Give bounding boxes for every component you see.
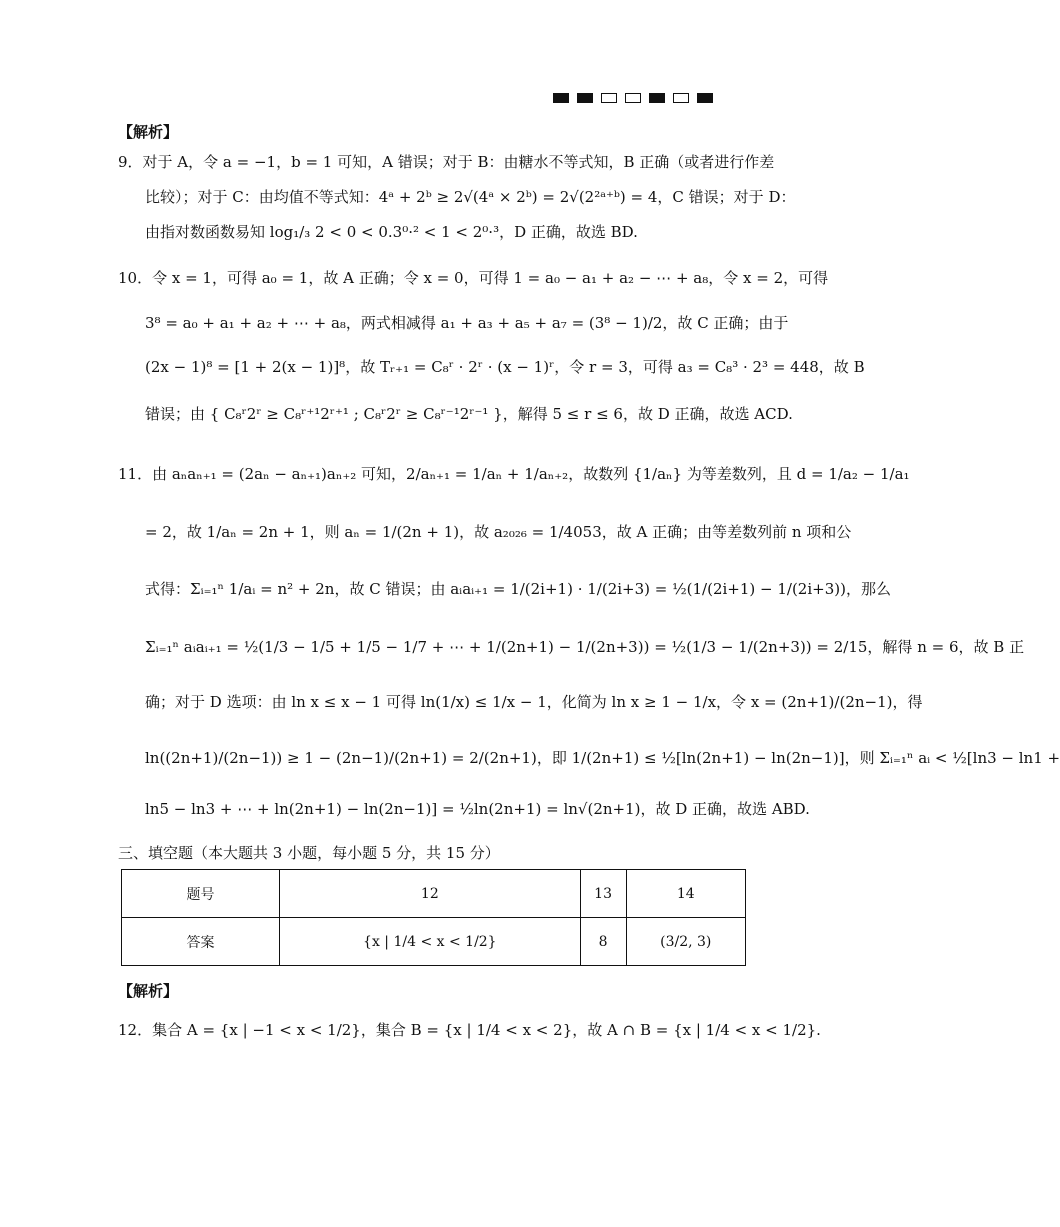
q11-line-1: 11．由 aₙaₙ₊₁ = (2aₙ − aₙ₊₁)aₙ₊₂ 可知，2/aₙ₊₁ = 1/aₙ + 1/aₙ₊₂，故数列 {1/aₙ} 为等差数列，且 d = 1/a₂ − 1/a₁ (118, 465, 910, 483)
table-cell: 8 (580, 918, 626, 966)
q10-line-3: (2x − 1)⁸ = [1 + 2(x − 1)]⁸，故 Tᵣ₊₁ = C₈ʳ · 2ʳ · (x − 1)ʳ，令 r = 3，可得 a₃ = C₈³ · 2³ = 448，故 B (145, 358, 865, 376)
filled-square-mark (649, 93, 665, 103)
header-marks (553, 93, 713, 103)
row-header-number: 题号 (122, 870, 280, 918)
hollow-square-mark (673, 93, 689, 103)
table-cell: 14 (626, 870, 746, 918)
row-header-answer: 答案 (122, 918, 280, 966)
hollow-square-mark (625, 93, 641, 103)
q9-line-1: 9．对于 A，令 a = −1，b = 1 可知，A 错误；对于 B：由糖水不等式知，B 正确（或者进行作差 (118, 153, 775, 171)
table-row (122, 918, 746, 966)
q10-line-4: 错误；由 { C₈ʳ2ʳ ≥ C₈ʳ⁺¹2ʳ⁺¹ ; C₈ʳ2ʳ ≥ C₈ʳ⁻¹2ʳ⁻¹ }，解得 5 ≤ r ≤ 6，故 D 正确，故选 ACD. (145, 405, 793, 423)
q11-line-3: 式得：Σᵢ₌₁ⁿ 1/aᵢ = n² + 2n，故 C 错误；由 aᵢaᵢ₊₁ = 1/(2i+1) · 1/(2i+3) = ½(1/(2i+1) − 1/(2i+3))，那么 (145, 580, 891, 598)
analysis-heading-2: 【解析】 (118, 982, 179, 1000)
q10-line-1: 10．令 x = 1，可得 a₀ = 1，故 A 正确；令 x = 0，可得 1 = a₀ − a₁ + a₂ − ⋯ + a₈，令 x = 2，可得 (118, 269, 829, 287)
filled-square-mark (697, 93, 713, 103)
q10-line-2: 3⁸ = a₀ + a₁ + a₂ + ⋯ + a₈，两式相减得 a₁ + a₃ + a₅ + a₇ = (3⁸ − 1)/2，故 C 正确；由于 (145, 314, 789, 332)
q9-line-2: 比较）；对于 C：由均值不等式知：4ᵃ + 2ᵇ ≥ 2√(4ᵃ × 2ᵇ) = 2√(2²ᵃ⁺ᵇ) = 4，C 错误；对于 D： (145, 188, 796, 206)
table-cell: {x | 1/4 < x < 1/2} (280, 918, 581, 966)
answer-table (121, 869, 746, 966)
table-row (122, 870, 746, 918)
hollow-square-mark (601, 93, 617, 103)
q12-line: 12．集合 A = {x | −1 < x < 1/2}，集合 B = {x | 1/4 < x < 2}，故 A ∩ B = {x | 1/4 < x < 1/2}. (118, 1021, 821, 1039)
q11-line-6: ln((2n+1)/(2n−1)) ≥ 1 − (2n−1)/(2n+1) = 2/(2n+1)，即 1/(2n+1) ≤ ½[ln(2n+1) − ln(2n−1)]，则 Σᵢ₌₁ⁿ aᵢ < ½[ln3 − ln1 + (145, 749, 1060, 767)
filled-square-mark (577, 93, 593, 103)
table-cell: 13 (580, 870, 626, 918)
q11-line-2: = 2，故 1/aₙ = 2n + 1，则 aₙ = 1/(2n + 1)，故 a₂₀₂₆ = 1/4053，故 A 正确；由等差数列前 n 项和公 (145, 523, 852, 541)
table-cell: (3/2, 3) (626, 918, 746, 966)
table-cell: 12 (280, 870, 581, 918)
section-title: 三、填空题（本大题共 3 小题，每小题 5 分，共 15 分） (118, 844, 500, 862)
q11-line-5: 确；对于 D 选项：由 ln x ≤ x − 1 可得 ln(1/x) ≤ 1/x − 1，化简为 ln x ≥ 1 − 1/x，令 x = (2n+1)/(2n−1)，得 (145, 693, 923, 711)
filled-square-mark (553, 93, 569, 103)
q9-line-3: 由指对数函数易知 log₁/₃ 2 < 0 < 0.3⁰·² < 1 < 2⁰·³，D 正确，故选 BD. (145, 223, 638, 241)
q11-line-7: ln5 − ln3 + ⋯ + ln(2n+1) − ln(2n−1)] = ½ln(2n+1) = ln√(2n+1)，故 D 正确，故选 ABD. (145, 800, 810, 818)
q11-line-4: Σᵢ₌₁ⁿ aᵢaᵢ₊₁ = ½(1/3 − 1/5 + 1/5 − 1/7 + ⋯ + 1/(2n+1) − 1/(2n+3)) = ½(1/3 − 1/(2n+3)) = 2/15，解得 n = 6，故 B 正 (145, 638, 1025, 656)
analysis-heading: 【解析】 (118, 123, 179, 141)
